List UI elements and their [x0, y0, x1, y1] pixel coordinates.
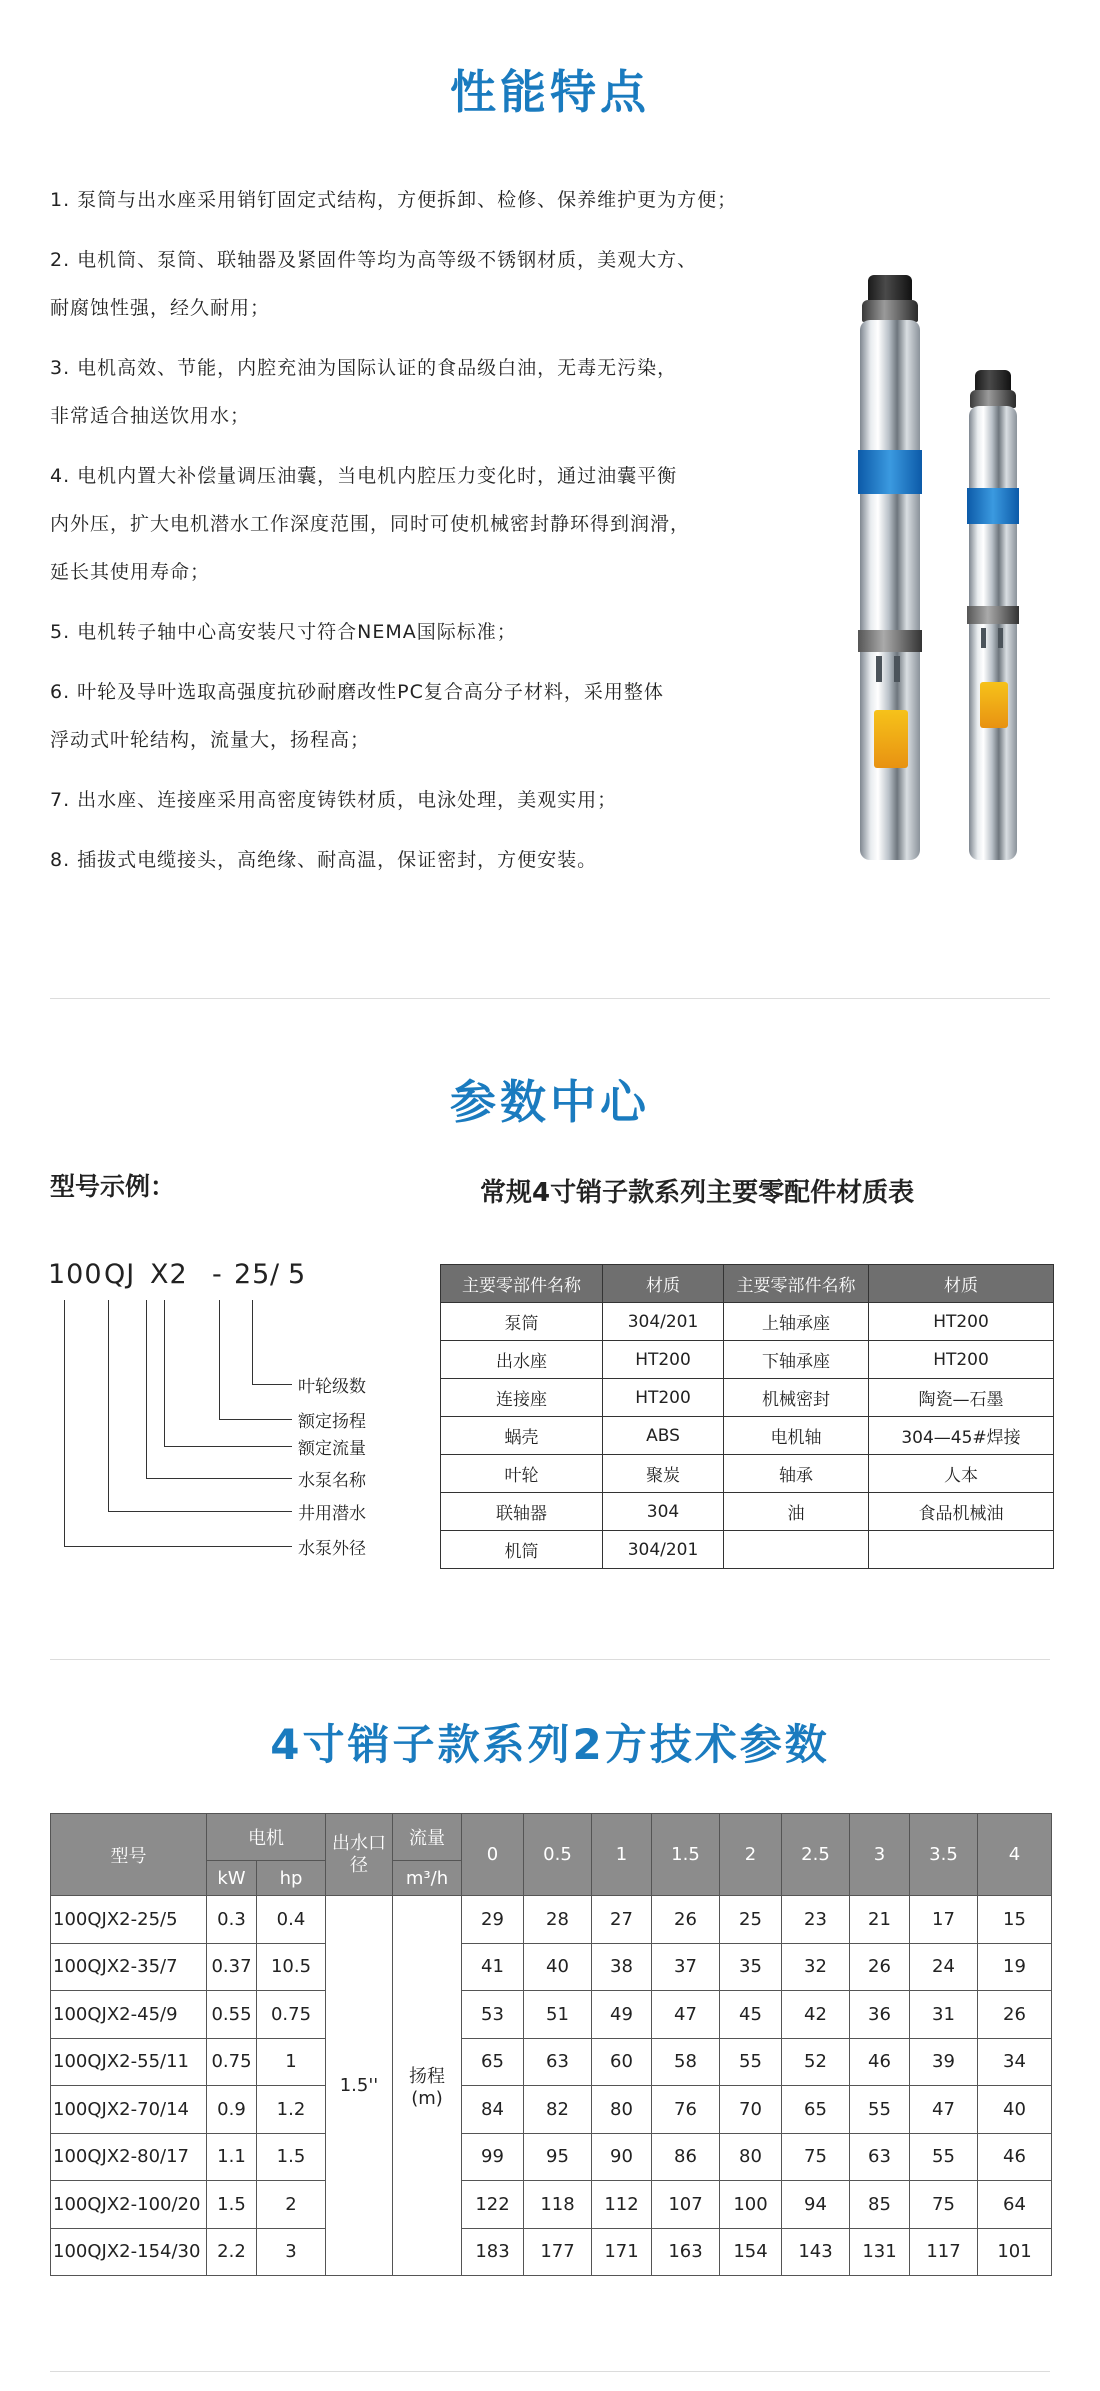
tech-cell-head: 35	[720, 1943, 782, 1991]
materials-header-part: 主要零部件名称	[441, 1265, 603, 1303]
materials-cell-material: 陶瓷—石墨	[869, 1379, 1054, 1417]
tech-cell-head: 47	[652, 1991, 720, 2039]
tech-cell-head: 76	[652, 2086, 720, 2134]
tech-cell-kw: 1.5	[207, 2181, 257, 2229]
tech-cell-head: 183	[462, 2228, 524, 2276]
feature-line: 3. 电机高效、节能，内腔充油为国际认证的食品级白油，无毒无污染，	[50, 357, 678, 379]
tech-cell-hp: 2	[257, 2181, 326, 2229]
tech-cell-head: 38	[592, 1943, 652, 1991]
feature-item	[50, 176, 770, 224]
tech-cell-head: 122	[462, 2181, 524, 2229]
tech-cell-kw: 0.9	[207, 2086, 257, 2134]
tech-cell-head: 34	[978, 2038, 1052, 2086]
materials-cell-part: 连接座	[441, 1379, 603, 1417]
materials-cell-material: HT200	[603, 1341, 724, 1379]
tech-cell-head: 47	[910, 2086, 978, 2134]
materials-row	[441, 1531, 1054, 1569]
materials-cell-part: 油	[724, 1493, 869, 1531]
label-rated-flow: 额定流量	[298, 1439, 366, 1459]
tech-cell-head: 118	[524, 2181, 592, 2229]
tech-cell-head: 31	[910, 1991, 978, 2039]
feature-line: 2. 电机筒、泵筒、联轴器及紧固件等均为高等级不锈钢材质，美观大方、	[50, 249, 698, 271]
tech-cell-head: 80	[592, 2086, 652, 2134]
tech-header-flow-3: 3	[850, 1814, 910, 1896]
tech-cell-head: 46	[978, 2133, 1052, 2181]
materials-cell-part: 泵筒	[441, 1303, 603, 1341]
tech-cell-head: 41	[462, 1943, 524, 1991]
tech-cell-head: 32	[782, 1943, 850, 1991]
feature-item	[50, 608, 770, 656]
tech-cell-head: 51	[524, 1991, 592, 2039]
tech-header-flow-1: 1	[592, 1814, 652, 1896]
tech-title: 4寸销子款系列2方技术参数	[270, 1720, 830, 1769]
tech-cell-model: 100QJX2-70/14	[51, 2086, 207, 2134]
tech-cell-hp: 0.4	[257, 1896, 326, 1944]
tech-header-flow-0.5: 0.5	[524, 1814, 592, 1896]
feature-line: 5. 电机转子轴中心高安装尺寸符合NEMA国际标准；	[50, 621, 517, 643]
feature-item	[50, 452, 770, 596]
tech-cell-head: 86	[652, 2133, 720, 2181]
tech-row	[51, 2038, 1052, 2086]
tech-cell-head: 42	[782, 1991, 850, 2039]
tech-cell-head: 63	[524, 2038, 592, 2086]
materials-header-material: 材质	[869, 1265, 1054, 1303]
tech-cell-head: 58	[652, 2038, 720, 2086]
materials-cell-material: ABS	[603, 1417, 724, 1455]
materials-header-part: 主要零部件名称	[724, 1265, 869, 1303]
tech-cell-head: 65	[462, 2038, 524, 2086]
tech-header-flow-2.5: 2.5	[782, 1814, 850, 1896]
tech-cell-model: 100QJX2-154/30	[51, 2228, 207, 2276]
tech-cell-head: 163	[652, 2228, 720, 2276]
feature-item	[50, 668, 770, 764]
tech-header-model: 型号	[51, 1814, 207, 1896]
tech-cell-head: 28	[524, 1896, 592, 1944]
feature-line: 内外压，扩大电机潜水工作深度范围，同时可使机械密封静环得到润滑，	[50, 513, 691, 535]
tech-cell-outlet: 1.5''	[326, 1896, 393, 2276]
tech-cell-head: 99	[462, 2133, 524, 2181]
tech-cell-hp: 1	[257, 2038, 326, 2086]
tech-cell-head: 25	[720, 1896, 782, 1944]
tech-cell-kw: 0.3	[207, 1896, 257, 1944]
materials-cell-material: 食品机械油	[869, 1493, 1054, 1531]
tech-cell-head: 75	[782, 2133, 850, 2181]
tech-cell-head-label: 扬程(m)	[393, 1896, 462, 2276]
materials-title: 常规4寸销子款系列主要零配件材质表	[480, 1178, 915, 1208]
tech-row	[51, 2086, 1052, 2134]
tech-cell-head: 85	[850, 2181, 910, 2229]
model-part-type: QJ	[104, 1259, 136, 1290]
feature-line: 耐腐蚀性强，经久耐用；	[50, 297, 271, 319]
feature-item	[50, 344, 770, 440]
tech-cell-head: 82	[524, 2086, 592, 2134]
materials-row	[441, 1379, 1054, 1417]
tech-cell-head: 26	[850, 1943, 910, 1991]
feature-line: 延长其使用寿命；	[50, 561, 211, 583]
tech-cell-head: 60	[592, 2038, 652, 2086]
tech-row	[51, 2228, 1052, 2276]
feature-item	[50, 236, 770, 332]
tech-cell-head: 27	[592, 1896, 652, 1944]
tech-row	[51, 1943, 1052, 1991]
materials-cell-material: 人本	[869, 1455, 1054, 1493]
tech-cell-kw: 0.37	[207, 1943, 257, 1991]
tech-row	[51, 2133, 1052, 2181]
tech-cell-model: 100QJX2-55/11	[51, 2038, 207, 2086]
features-title: 性能特点	[450, 65, 650, 119]
params-title: 参数中心	[450, 1075, 650, 1129]
model-part-stages: 5	[288, 1259, 307, 1290]
tech-cell-head: 53	[462, 1991, 524, 2039]
tech-cell-hp: 1.5	[257, 2133, 326, 2181]
feature-list	[50, 176, 770, 896]
feature-line: 6. 叶轮及导叶选取高强度抗砂耐磨改性PC复合高分子材料，采用整体	[50, 681, 664, 703]
tech-cell-head: 64	[978, 2181, 1052, 2229]
divider-3	[50, 2371, 1050, 2372]
materials-cell-material: 304	[603, 1493, 724, 1531]
feature-line: 7. 出水座、连接座采用高密度铸铁材质，电泳处理，美观实用；	[50, 789, 618, 811]
model-part-dash: -	[212, 1259, 223, 1290]
tech-cell-head: 15	[978, 1896, 1052, 1944]
tech-cell-head: 100	[720, 2181, 782, 2229]
materials-cell-material: 304—45#焊接	[869, 1417, 1054, 1455]
model-part-flow: X2	[150, 1259, 188, 1290]
materials-cell-material: HT200	[869, 1303, 1054, 1341]
tech-cell-hp: 3	[257, 2228, 326, 2276]
tech-cell-head: 177	[524, 2228, 592, 2276]
materials-cell-part: 轴承	[724, 1455, 869, 1493]
tech-cell-model: 100QJX2-25/5	[51, 1896, 207, 1944]
tech-cell-head: 49	[592, 1991, 652, 2039]
materials-cell-part: 蜗壳	[441, 1417, 603, 1455]
feature-line: 1. 泵筒与出水座采用销钉固定式结构，方便拆卸、检修、保养维护更为方便；	[50, 189, 738, 211]
materials-cell-part: 上轴承座	[724, 1303, 869, 1341]
tech-row	[51, 1896, 1052, 1944]
pump-product-image	[820, 270, 1050, 890]
tech-params-table	[50, 1813, 1052, 2276]
materials-row	[441, 1493, 1054, 1531]
tech-cell-head: 94	[782, 2181, 850, 2229]
tech-cell-model: 100QJX2-80/17	[51, 2133, 207, 2181]
tech-cell-head: 143	[782, 2228, 850, 2276]
materials-cell-part: 下轴承座	[724, 1341, 869, 1379]
tech-header-flow-4: 4	[978, 1814, 1052, 1896]
materials-cell-part: 出水座	[441, 1341, 603, 1379]
tech-header-flow-1.5: 1.5	[652, 1814, 720, 1896]
tech-cell-hp: 10.5	[257, 1943, 326, 1991]
tech-cell-head: 55	[720, 2038, 782, 2086]
materials-table	[440, 1264, 1054, 1569]
tech-cell-head: 75	[910, 2181, 978, 2229]
model-part-slash: /	[270, 1259, 281, 1290]
tech-cell-head: 40	[978, 2086, 1052, 2134]
tech-cell-head: 21	[850, 1896, 910, 1944]
tech-header-outlet: 出水口径	[326, 1814, 393, 1896]
materials-cell-material: HT200	[603, 1379, 724, 1417]
tech-cell-kw: 0.55	[207, 1991, 257, 2039]
tech-cell-head: 36	[850, 1991, 910, 2039]
tech-cell-model: 100QJX2-100/20	[51, 2181, 207, 2229]
divider-1	[50, 998, 1050, 999]
feature-item	[50, 776, 770, 824]
tech-header-flow-2: 2	[720, 1814, 782, 1896]
materials-cell-material: HT200	[869, 1341, 1054, 1379]
materials-cell-part: 叶轮	[441, 1455, 603, 1493]
tech-row	[51, 1991, 1052, 2039]
label-rated-head: 额定扬程	[298, 1412, 366, 1432]
label-pump-diameter: 水泵外径	[298, 1539, 366, 1559]
tech-row	[51, 2181, 1052, 2229]
model-part-head: 25	[234, 1259, 271, 1290]
tech-cell-head: 23	[782, 1896, 850, 1944]
tech-cell-kw: 0.75	[207, 2038, 257, 2086]
tech-cell-kw: 1.1	[207, 2133, 257, 2181]
materials-cell-part: 机械密封	[724, 1379, 869, 1417]
tech-cell-head: 45	[720, 1991, 782, 2039]
tech-header-hp: hp	[257, 1861, 326, 1896]
materials-cell-material: 304/201	[603, 1531, 724, 1569]
tech-cell-head: 40	[524, 1943, 592, 1991]
tech-cell-head: 84	[462, 2086, 524, 2134]
tech-cell-head: 24	[910, 1943, 978, 1991]
tech-cell-head: 112	[592, 2181, 652, 2229]
materials-cell-part	[724, 1531, 869, 1569]
tech-cell-head: 95	[524, 2133, 592, 2181]
materials-header-material: 材质	[603, 1265, 724, 1303]
tech-header-flow-0: 0	[462, 1814, 524, 1896]
tech-header-flow-3.5: 3.5	[910, 1814, 978, 1896]
tech-cell-head: 90	[592, 2133, 652, 2181]
materials-cell-part: 电机轴	[724, 1417, 869, 1455]
tech-cell-head: 55	[910, 2133, 978, 2181]
tech-cell-head: 117	[910, 2228, 978, 2276]
divider-2	[50, 1659, 1050, 1660]
tech-cell-head: 46	[850, 2038, 910, 2086]
tech-cell-head: 19	[978, 1943, 1052, 1991]
feature-line: 4. 电机内置大补偿量调压油囊，当电机内腔压力变化时，通过油囊平衡	[50, 465, 678, 487]
tech-cell-head: 80	[720, 2133, 782, 2181]
tech-cell-head: 131	[850, 2228, 910, 2276]
tech-cell-head: 171	[592, 2228, 652, 2276]
tech-header-motor: 电机	[207, 1814, 326, 1861]
materials-cell-part: 机筒	[441, 1531, 603, 1569]
materials-cell-material: 304/201	[603, 1303, 724, 1341]
tech-cell-head: 55	[850, 2086, 910, 2134]
model-part-diameter: 100	[48, 1259, 103, 1290]
tech-cell-head: 37	[652, 1943, 720, 1991]
tech-cell-head: 70	[720, 2086, 782, 2134]
tech-header-kw: kW	[207, 1861, 257, 1896]
materials-row	[441, 1303, 1054, 1341]
materials-row	[441, 1417, 1054, 1455]
tech-cell-head: 26	[978, 1991, 1052, 2039]
tech-header-flow: 流量	[393, 1814, 462, 1861]
feature-item	[50, 836, 770, 884]
tech-cell-head: 29	[462, 1896, 524, 1944]
feature-line: 浮动式叶轮结构，流量大，扬程高；	[50, 729, 371, 751]
tech-cell-hp: 1.2	[257, 2086, 326, 2134]
tech-cell-head: 17	[910, 1896, 978, 1944]
tech-cell-head: 101	[978, 2228, 1052, 2276]
tech-cell-model: 100QJX2-45/9	[51, 1991, 207, 2039]
label-impeller-stages: 叶轮级数	[298, 1377, 366, 1397]
materials-header-row	[441, 1265, 1054, 1303]
tech-cell-model: 100QJX2-35/7	[51, 1943, 207, 1991]
materials-row	[441, 1341, 1054, 1379]
feature-line: 非常适合抽送饮用水；	[50, 405, 251, 427]
tech-cell-head: 107	[652, 2181, 720, 2229]
tech-cell-head: 154	[720, 2228, 782, 2276]
tech-cell-head: 26	[652, 1896, 720, 1944]
materials-cell-material	[869, 1531, 1054, 1569]
tech-cell-head: 65	[782, 2086, 850, 2134]
model-example-heading: 型号示例：	[50, 1172, 176, 1201]
tech-cell-head: 39	[910, 2038, 978, 2086]
label-pump-name: 水泵名称	[298, 1471, 366, 1491]
label-well-submersible: 井用潜水	[298, 1504, 366, 1524]
tech-cell-head: 63	[850, 2133, 910, 2181]
feature-line: 8. 插拔式电缆接头，高绝缘、耐高温，保证密封，方便安装。	[50, 849, 598, 871]
materials-cell-part: 联轴器	[441, 1493, 603, 1531]
tech-header-flow-unit: m³/h	[393, 1861, 462, 1896]
materials-row	[441, 1455, 1054, 1493]
tech-cell-hp: 0.75	[257, 1991, 326, 2039]
tech-cell-head: 52	[782, 2038, 850, 2086]
tech-cell-kw: 2.2	[207, 2228, 257, 2276]
materials-cell-material: 聚炭	[603, 1455, 724, 1493]
